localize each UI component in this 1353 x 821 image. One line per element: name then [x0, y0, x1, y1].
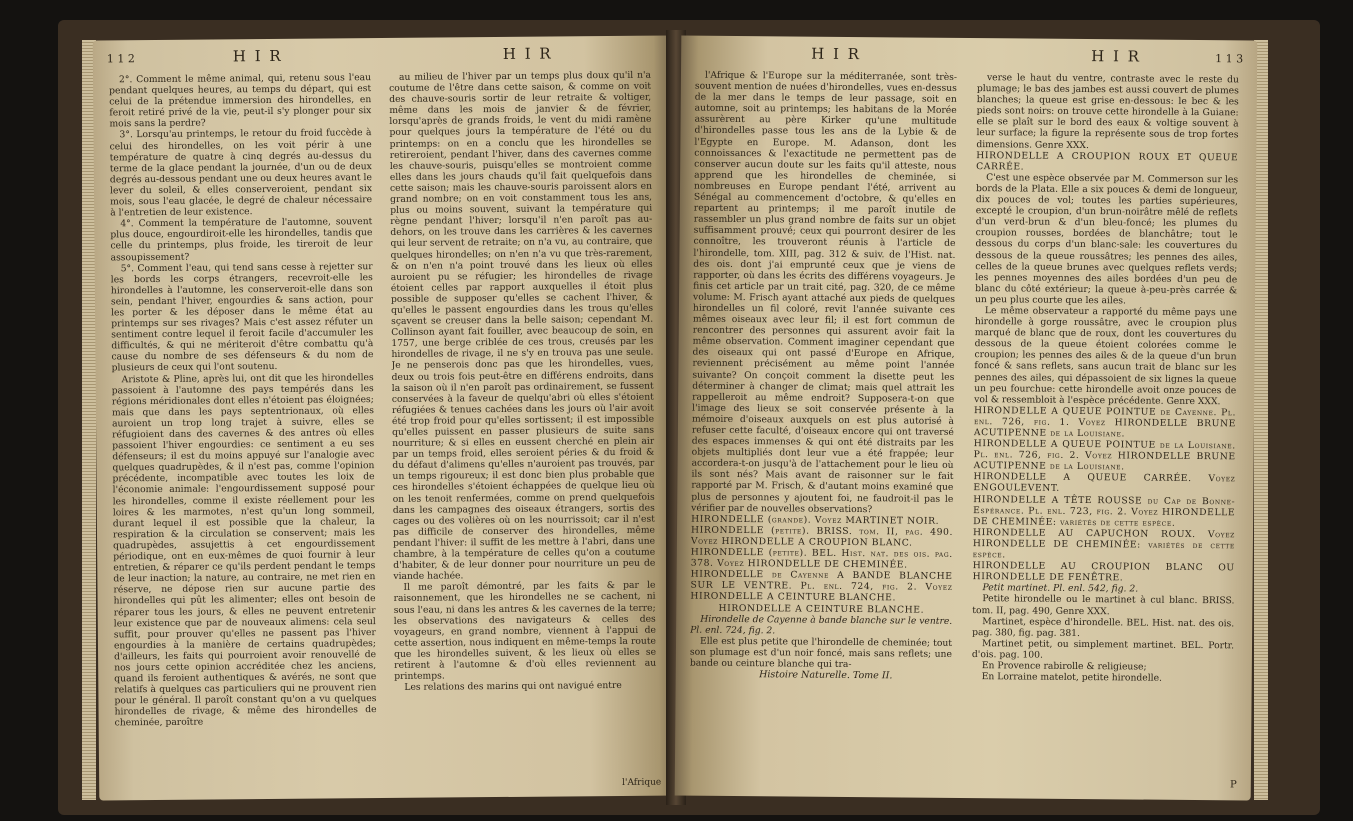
entry-heading: HIRONDELLE A CROUPION ROUX ET QUEUE CARRÉE. — [976, 149, 1239, 173]
right-column-1 — [689, 70, 957, 790]
synonym: En Provence rabirolle & religieuse; — [981, 660, 1147, 673]
synonym: Petite hirondelle ou le martinet à cul blanc. BRISS. tom. II, pag. 490, Genre XXX. — [972, 593, 1235, 617]
right-page-number: 1 1 3 — [1215, 52, 1244, 66]
entry: HIRONDELLE (grande). Voyez MARTINET NOIR. — [691, 513, 940, 527]
left-page — [93, 35, 678, 800]
paragraph: Il me paroît démontré, par les faits & par le raisonnement, que les hirondelles ne se cachent, ni sous l'eau, ni dans les antres & les cavernes de la terre; les observations des navigateurs & celles des voyageurs, en grand nombre, viennent à l'appui de cette assertion, nous indiquent en même-temps la route que les hirondelles suivent, & les lieux où elles se retirent à l'automne & d'où elles reviennent au printemps. — [393, 579, 657, 682]
paragraph: Le même observateur a rapporté du même pays une hirondelle à gorge roussâtre, avec le croupion plus marqué de blanc que de roux, dont les couvertures du dessous de la queue étoient colorées comme le croupion; les pennes des ailes & de la queue d'un brun foncé & sans reflets, sans aucun trait de blanc sur les pennes des ailes, qui dépassoient de six lignes la queue un peu fourchue: cette hirondelle avoit onze pouces de vol & ressembloit à l'espèce précédente. Genre XXX. — [974, 305, 1237, 407]
paragraph: 3°. Lorsqu'au printemps, le retour du froid fuccède à celui des hirondelles, on les voit périr à une température de quatre à cinq degrés au-dessus du terme de la glace pendant la journée, d'un ou de deux degrés au-dessous pendant une ou deux heures avant le lever du soleil, & elles conserveroient, pendant six mois, sous l'eau glacée, le degré de chaleur nécessaire à l'entretien de leur existence. — [109, 127, 373, 219]
entry: HIRONDELLE A QUEUE POINTUE de la Louisiane. Pl. enl. 726, fig. 2. Voyez HIRONDELLE BRUNE ACUTIPENNE de la Louisiane. — [973, 438, 1236, 473]
left-column-2 — [389, 70, 657, 790]
left-page-number: 1 1 2 — [106, 52, 135, 66]
entry: HIRONDELLE (petite). BRISS. tom. II, pag. 490. Voyez HIRONDELLE A CROUPION BLANC. — [690, 524, 954, 549]
right-page — [675, 36, 1258, 801]
entry-heading: HIRONDELLE A CEINTURE BLANCHE. — [718, 602, 925, 616]
paragraph: 4°. Comment la température de l'automne, souvent plus douce, engourdiroit-elle les hirondelles, tandis que celle du printemps, plus froide, les tireroit de leur assoupissement? — [110, 216, 373, 263]
left-running-head-1: H I R — [232, 46, 283, 66]
entry: HIRONDELLE A QUEUE POINTUE de Cayenne. Pl. enl. 726, fig. 1. Voyez HIRONDELLE BRUNE ACUTIPENNE de la Louisiane. — [973, 404, 1237, 440]
catchword: l'Afrique — [622, 777, 662, 788]
signature-mark: P — [1230, 779, 1237, 791]
paragraph: Aristote & Pline, après lui, ont dit que les hirondelles passoient à l'automne des pays tempérés dans les régions méridionales dont elles n'étoient pas éloignées; mais que dans les pays septentrionaux, où elles auroient un trop long trajet à suivre, elles se réfugioient dans des cavernes & des antres où elles passoient l'hiver engourdies: ce sentiment a eu ses défenseurs; il est du moins appuyé sur l'analogie avec quelques quadrupèdes, & il n'est pas, comme l'opinion précédente, incompatible avec toutes les loix de l'économie animale: l'engourdissement supposé pour les hirondelles, comme il existe réellement pour les loires & les marmotes, n'est qu'un long sommeil, durant lequel il est possible que la chaleur, la respiration & la circulation se conservent; mais les quadrupèdes, assujettis à cet engourdissement périodique, ont en eux-mêmes de quoi fournir à leur entretien, & réparer ce qu'ils perdent pendant le temps de leur inaction; la nature, au contraire, ne met rien en réserve, ne dépose rien sur aucune partie des hirondelles qui pût les alimenter; elles ont besoin de réparer tous les jours, & elles ne peuvent entretenir leur existence que par de nouveaux alimens: cela seul suffit, pour prouver qu'elles ne passent pas l'hiver engourdies à la manière de certains quadrupèdes; d'ailleurs, les faits qui pourroient avoir renouvellé de nos jours cette opinion accréditée chez les anciens, quand ils feroient authentiques & avérés, ne sont que relatifs à quelques cas particuliers qui ne prouvent rien pour le général. Il paroît constant qu'on a vu quelques hirondelles de rivage, & même des hirondelles de cheminée, paroître — [111, 371, 377, 729]
synonym: Martinet petit, ou simplement martinet. BEL. Portr. d'ois. pag. 100. — [971, 637, 1235, 661]
entry: HIRONDELLE AU CAPUCHON ROUX. Voyez HIRONDELLE DE CHEMINÉE: variétés de cette espèce. — [972, 526, 1236, 561]
left-column-1 — [109, 72, 377, 792]
right-running-head-2: H I R — [1091, 47, 1142, 66]
right-running-head-1: H I R — [811, 44, 862, 64]
entry-heading: HIRONDELLE AU CROUPION BLANC OU HIRONDELLE DE FENÊTRE. — [972, 560, 1235, 584]
entry: HIRONDELLE A QUEUE CARRÉE. Voyez ENGOULEVENT. — [973, 471, 1236, 495]
paragraph: l'Afrique & l'Europe sur la méditerranée, sont très-souvent mention de nuées d'hirondelles, vues en-dessus de la mer dans le temps de leur passage, soit en automne, soit au printemps; les habitans de la Morée assurèrent au père Kirker qu'une multitude d'hirondelles passe tous les ans de la Lybie & de l'Egypte en Europe. M. Adanson, dont les connoissances & l'exactitude ne permettent pas de conserver aucun doute sur les faits qu'il atteste, nous apprend que les hirondelles de cheminée, si nombreuses en Europe pendant l'été, arrivent au Sénégal au commencement d'octobre, & qu'elles en repartent au printemps; il me paroît inutile de rassembler un plus grand nombre de faits sur un objet suffisamment prouvé; ceux qui pourront desirer de les connoître, les trouveront réunis à l'article de l'hirondelle, tom. XIII, pag. 312 & suiv. de l'Hist. nat. des ois. dont j'ai emprunté ceux que je viens de rapporter, où dans les écrits des différens voyageurs. Je finis cet article par un trait cité, pag. 320, de ce même volume: M. Frisch ayant attaché aux pieds de quelques hirondelles un fil coloré, revit l'année suivante ces mêmes oiseaux avec leur fil; il est fort commun de rencontrer des personnes qui assurent avoir fait la même observation. Comment imaginer cependant que des oiseaux qui ont passé d'Europe en Afrique, reviennent précisément au même point l'année suivante? On conçoit comment la disette peut les déterminer à changer de climat; mais quel attrait les rappelleroit au même endroit? Supposera-t-on que l'image des lieux se soit conservée présente à la mémoire d'oiseaux auxquels on est plus autorisé à refuser cette faculté, d'oiseaux encore qui ont traversé des espaces immenses & qui ont été distraits par les objets multipliés dont leur vue a été frappée; leur accordera-t-on jusqu'à de l'attachement pour le lieu où ils sont nés? Mais avant de raisonner sur le fait rapporté par M. Frisch, & d'autant moins examiné que plus de personnes y ajoutent foi, ne faudroit-il pas le vérifier par de nouvelles observations? — [691, 69, 958, 515]
synonym: Petit martinet. Pl. enl. 542, fig. 2. — [982, 582, 1139, 595]
entry: HIRONDELLE A TÊTE ROUSSE du Cap de Bonne-Espérance. Pl. enl. 723, fig. 2. Voyez HIRONDELLE DE CHEMINÉE: variétés de cette espèce. — [973, 493, 1236, 529]
paragraph: au milieu de l'hiver par un temps plus doux qu'il n'a coutume de l'être dans cette saison, & comme on voit des chauve-souris sortir de leur retraite & voltiger, même dans les mois de janvier & de février, lorsqu'après de grands froids, le vent du midi ramène pour quelques jours la température de l'été ou du printemps: on en a conclu que les hirondelles se retireroient, pendant l'hiver, dans des cavernes comme les chauve-souris, puisqu'elles se montroient comme elles dans les jours chauds qu'il fait quelquefois dans cette saison; mais les chauve-souris paroissent alors en grand nombre; on en voit constamment tous les ans, plus ou moins souvent, suivant la température qui règne pendant l'hiver; lorsqu'il n'en paroît pas au-dehors, on les trouve dans les carrières & les cavernes qui leur servent de retraite; on n'a vu, au contraire, que quelques hirondelles; on n'en n'a vu que très-rarement, & on n'en n'a point trouvé dans les lieux où elles auroient pu se réfugier; les hirondelles de rivage étoient celles par rapport auxquelles il étoit plus possible de supposer qu'elles se cachent l'hiver, & qu'elles le passent engourdies dans les trous qu'elles sçavent se creuser dans la belle saison; cependant M. Collinson ayant fait fouiller, avec beaucoup de soin, en 1757, une berge criblée de ces trous, creusés par les hirondelles de rivage, il ne s'y en trouva pas une seule. Je ne penserois donc pas que les hirondelles, vues, deux ou trois fois peut-être en différens endroits, dans la saison où il n'en paroît pas ordinairement, se fussent conservées à la faveur de quelqu'abri où elles s'étoient réfugiées & tenues cachées dans les jours où l'air avoit été trop froid pour qu'elles sortissent; il est impossible qu'elles puissent en passer plusieurs de suite sans nourriture; & si elles en eussent cherché en plein air par un temps froid, elles seroient péries & du froid & du défaut d'alimens qu'elles n'auroient pas trouvés, par un temps rigoureux; il est donc bien plus probable que ces hirondelles s'étoient échappées de quelque lieu où on les tenoit renfermées, comme on prend quelquefois dans les campagnes des oiseaux étrangers, sortis des cages ou des volières où on les nourrissoit; car il n'est pas difficile de conserver des hirondelles, même pendant l'hiver: il suffit de les mettre à l'abri, dans une chambre, à la température de celles qu'on a coutume d'habiter, & de leur donner pour nourriture un peu de viande hachée. — [389, 69, 656, 583]
paragraph: 5°. Comment l'eau, qui tend sans cesse à rejetter sur les bords les corps étrangers, recevroit-elle les hirondelles à l'automne, les conserveroit-elle dans son sein, pendant l'hiver, engourdies & sans action, pour les porter & les déposer dans le même état au printemps sur ses rivages? Mais c'est assez réfuter un sentiment contre lequel il feroit facile d'accumuler les difficultés, & qui ne mériteroit d'être combattu qu'à cause du nombre de ses défenseurs & du nom de plusieurs de ceux qui l'ont soutenu. — [110, 260, 374, 374]
synonym: Martinet, espèce d'hirondelle. BEL. Hist. nat. des ois. pag. 380, fig. pag. 381. — [972, 615, 1235, 639]
paragraph: Elle est plus petite que l'hirondelle de cheminée; tout son plumage est d'un noir foncé, mais sans reflets; une bande ou ceinture blanche qui tra- — [689, 635, 953, 670]
paragraph: 2°. Comment le même animal, qui, retenu sous l'eau pendant quelques heures, au temps du départ, qui est celui de la prétendue immersion des hirondelles, en feroit retiré privé de la vie, peut-il s'y plonger pour six mois sans la perdre? — [109, 72, 372, 130]
synonym: En Lorraine matelot, petite hirondelle. — [981, 671, 1163, 684]
paragraph: Hirondelle de Cayenne à bande blanche sur le ventre. Pl. enl. 724, fig. 2. — [690, 613, 953, 637]
right-column-2 — [971, 72, 1239, 792]
paragraph: C'est une espèce observée par M. Commerson sur les bords de la Plata. Elle a six pouces & demi de longueur, dix pouces de vol; toutes les parties supérieures, excepté le croupion, d'un brun-noirâtre mêlé de reflets d'un verd-brun & d'un bleu-foncé; les plumes du croupion rousses, bordées de blanchâtre; tout le dessous du corps d'un blanc-sale: les couvertures du dessous de la queue roussâtres; les pennes des ailes, celles de la queue brunes avec quelques reflets verds; les pennes moyennes des ailes bordées d'un peu de blanc du côté extérieur; la queue à-peu-près carrée & un peu plus courte que les ailes. — [974, 172, 1239, 307]
entry: HIRONDELLE de Cayenne A BANDE BLANCHE SUR LE VENTRE. Pl. enl. 724, fig. 2. Voyez HIRONDELLE A CEINTURE BLANCHE. — [690, 568, 953, 604]
paragraph: Les relations des marins qui ont navigué entre — [404, 680, 622, 693]
left-running-head-2: H I R — [502, 44, 553, 63]
entry: HIRONDELLE (petite). BEL. Hist. nat. des ois. pag. 378. Voyez HIRONDELLE DE CHEMINÉE. — [690, 546, 953, 571]
page-footer: Histoire Naturelle. Tome II. — [759, 669, 893, 682]
paragraph: verse le haut du ventre, contraste avec le reste du plumage; le bas des jambes est aussi couvert de plumes blanches; la queue est grise en-dessous: le bec & les pieds sont noirs: on trouve cette hirondelle à la Guiane: elle se plaît sur le bord des eaux & voltige souvent à leur surface; la figure la représente sous de trop fortes dimensions. Genre XXX. — [976, 72, 1240, 151]
